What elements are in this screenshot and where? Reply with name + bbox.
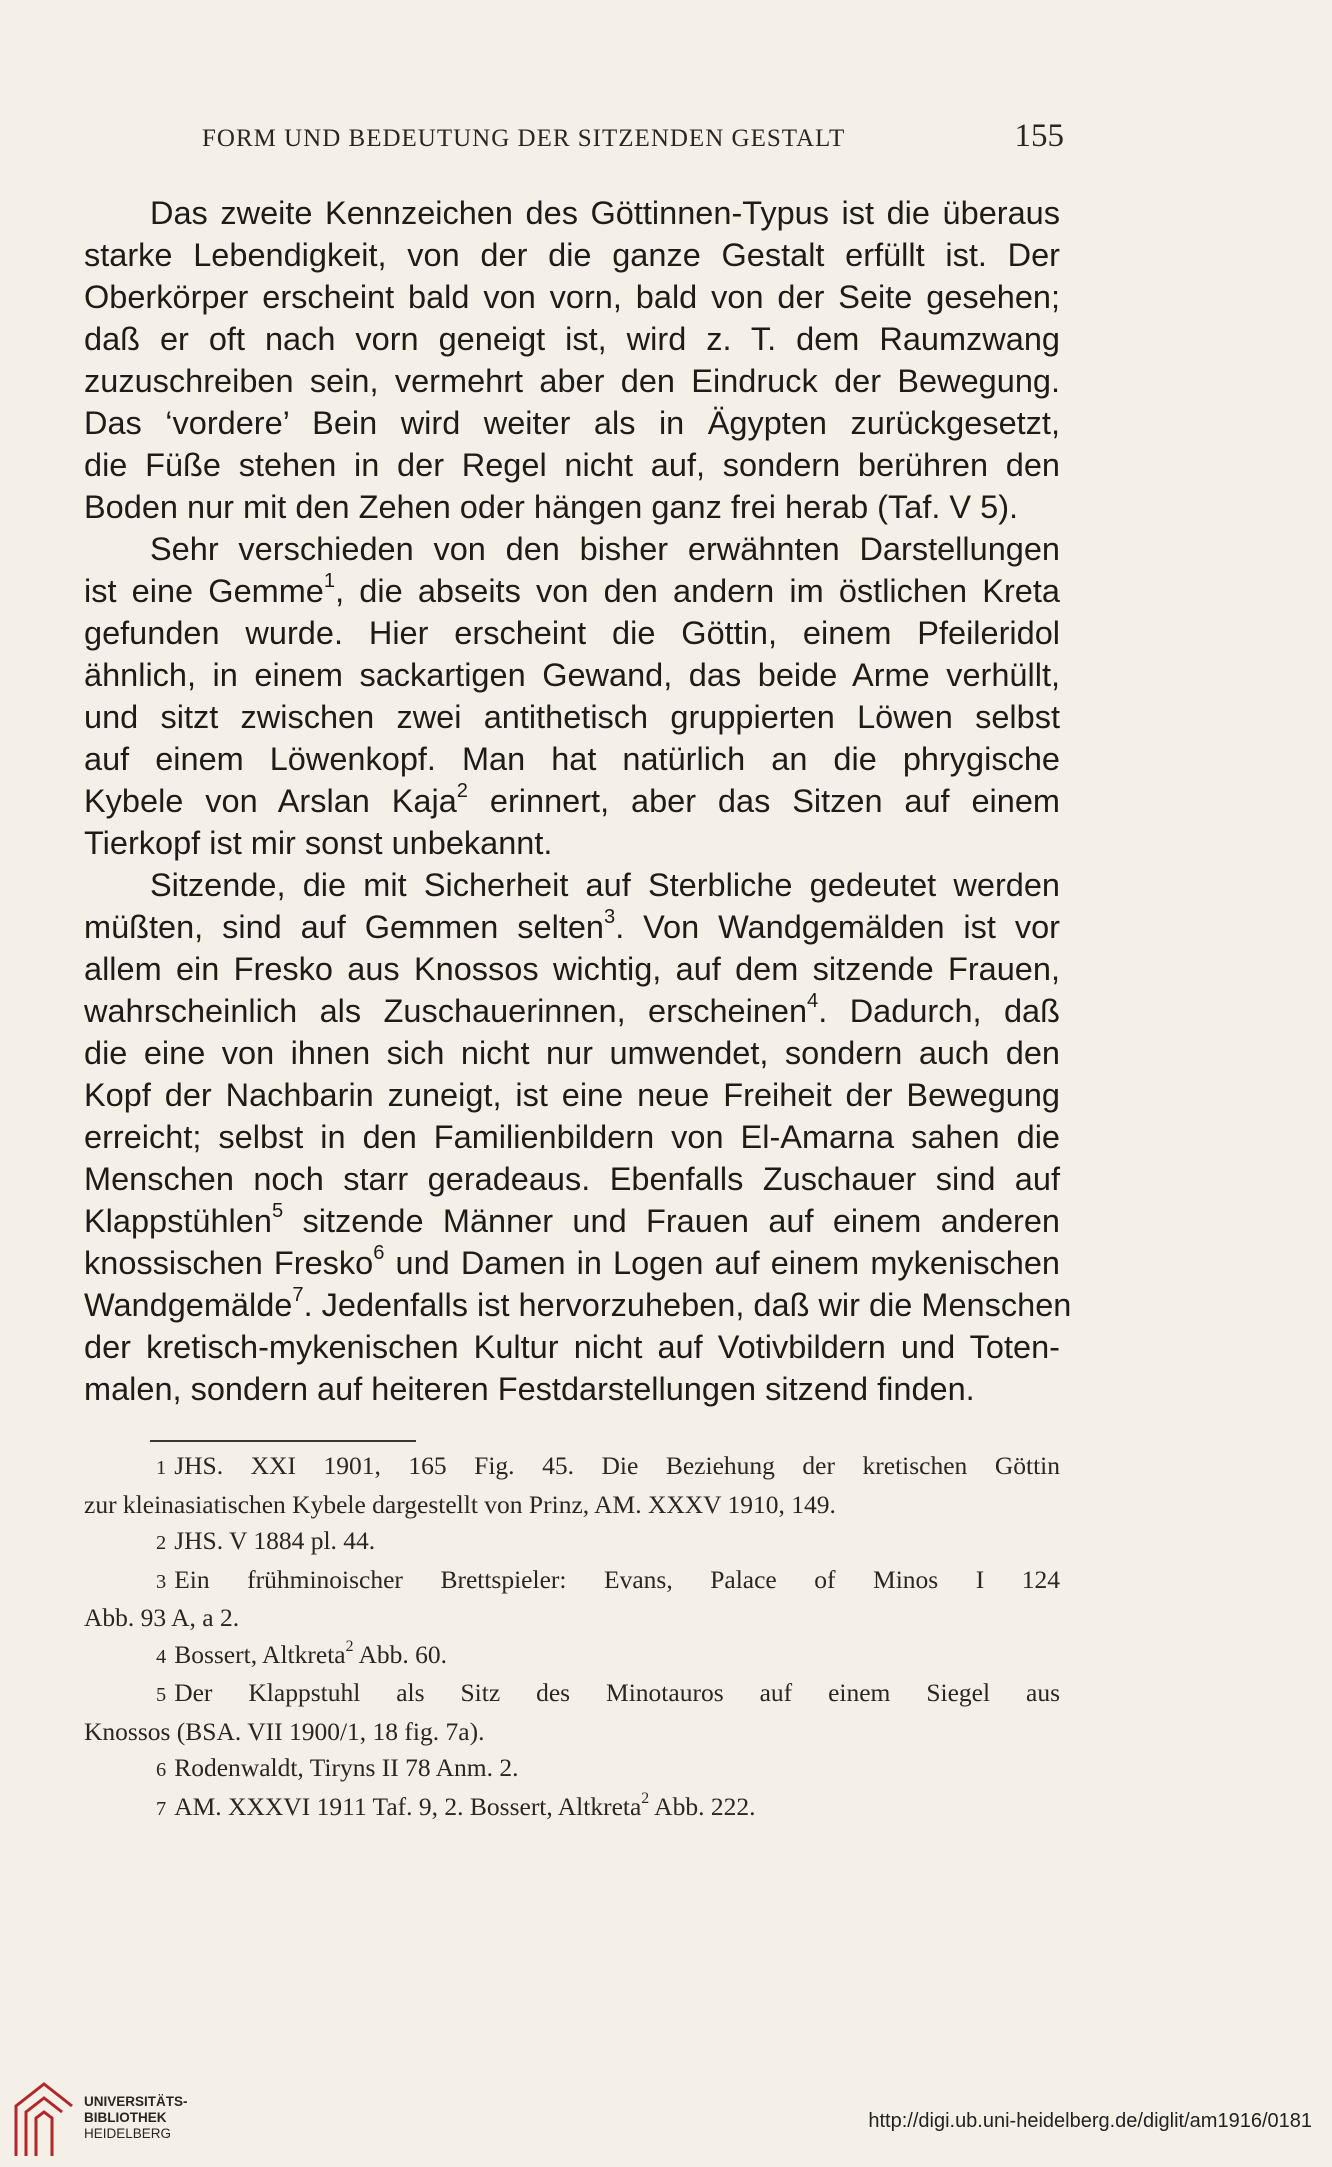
footnote-1: 1 JHS. XXI 1901, 165 Fig. 45. Die Beziehung der kretischen Göttin [156, 1451, 1060, 1480]
body-line: Tierkopf ist mir sonst unbekannt. [84, 825, 553, 861]
running-head [84, 118, 1064, 155]
footnote-1-cont: zur kleinasiatischen Kybele dargestellt von Prinz, AM. XXXV 1910, 149. [84, 1489, 836, 1519]
footnote-3-cont: Abb. 93 A, a 2. [84, 1603, 240, 1632]
body-line: starke Lebendigkeit, von der die ganze Gestalt erfüllt ist. Der [84, 237, 1060, 273]
footnote-5-cont: Knossos (BSA. VII 1900/1, 18 fig. 7a). [84, 1716, 485, 1746]
footnote-2: 2 JHS. V 1884 pl. 44. [156, 1526, 376, 1555]
body-text [84, 192, 1072, 1410]
body-line: Das ‘vordere’ Bein wird weiter als in Ägypten zurückgesetzt, [84, 405, 1060, 441]
footnote-7: 7 AM. XXXVI 1911 Taf. 9, 2. Bossert, Altkreta$^2$ Abb. 222. [156, 1789, 756, 1821]
body-line: ist eine Gemme$^1$, die abseits von den andern im östlichen Kreta [84, 569, 1060, 609]
footnote-4: 4 Bossert, Altkreta$^2$ Abb. 60. [156, 1637, 448, 1669]
body-line: allem ein Fresko aus Knossos wichtig, auf dem sitzende Frauen, [84, 951, 1060, 987]
running-head-title: FORM UND BEDEUTUNG DER SITZENDEN GESTALT [202, 125, 846, 152]
library-name: UNIVERSITÄTS- BIBLIOTHEK HEIDELBERG [84, 2094, 188, 2141]
source-url[interactable]: http://digi.ub.uni-heidelberg.de/diglit/am1916/0181 [868, 2110, 1312, 2132]
body-line: der kretisch-mykenischen Kultur nicht auf Votivbildern und Toten- [84, 1329, 1060, 1365]
footnote-ref: 3 [604, 905, 616, 928]
body-line: ähnlich, in einem sackartigen Gewand, das beide Arme verhüllt, [84, 657, 1060, 693]
body-line: Klappstühlen$^5$ sitzende Männer und Frauen auf einem anderen [84, 1199, 1060, 1239]
body-line: Menschen noch starr geradeaus. Ebenfalls Zuschauer sind auf [84, 1161, 1060, 1197]
body-line: knossischen Fresko$^6$ und Damen in Logen auf einem mykenischen [84, 1241, 1060, 1281]
body-line: Sitzende, die mit Sicherheit auf Sterbliche gedeutet werden [150, 867, 1060, 903]
footnote-ref: 5 [271, 1199, 284, 1222]
body-line: gefunden wurde. Hier erscheint die Göttin, einem Pfeileridol [84, 615, 1060, 651]
body-line: die Füße stehen in der Regel nicht auf, sondern berühren den [84, 447, 1060, 483]
body-line: Oberkörper erscheint bald von vorn, bald von der Seite gesehen; [84, 279, 1060, 315]
body-line: malen, sondern auf heiteren Festdarstellungen sitzend finden. [84, 1371, 975, 1407]
body-line: daß er oft nach vorn geneigt ist, wird z. T. dem Raumzwang [84, 321, 1060, 357]
body-line: auf einem Löwenkopf. Man hat natürlich an die phrygische [84, 741, 1060, 777]
body-line: erreicht; selbst in den Familienbildern von El-Amarna sahen die [84, 1119, 1060, 1155]
body-line: Sehr verschieden von den bisher erwähnten Darstellungen [150, 531, 1060, 567]
footnotes [84, 1448, 1060, 1827]
body-line: Wandgemälde$^7$. Jedenfalls ist hervorzuheben, daß wir die Menschen [84, 1283, 1072, 1323]
body-line: und sitzt zwischen zwei antithetisch gruppierten Löwen selbst [84, 699, 1060, 735]
footnote-ref: 7 [292, 1283, 304, 1306]
footnote-ref: 6 [373, 1241, 385, 1264]
footnote-divider [150, 1440, 416, 1442]
footnote-3: 3 Ein frühminoischer Brettspieler: Evans, Palace of Minos I 124 [156, 1564, 1060, 1594]
footnote-ref: 4 [807, 989, 819, 1012]
footnote-5: 5 Der Klappstuhl als Sitz des Minotauros auf einem Siegel aus [156, 1678, 1060, 1707]
body-line: Kopf der Nachbarin zuneigt, ist eine neue Freiheit der Bewegung [84, 1077, 1060, 1113]
body-line: müßten, sind auf Gemmen selten$^3$. Von Wandgemälden ist vor [84, 905, 1060, 945]
body-line: die eine von ihnen sich nicht nur umwendet, sondern auch den [84, 1035, 1060, 1071]
page-number: 155 [1014, 118, 1064, 154]
body-line: Boden nur mit den Zehen oder hängen ganz frei herab (Taf. V 5). [84, 489, 1019, 525]
footnote-ref: 1 [323, 569, 336, 592]
body-line: wahrscheinlich als Zuschauerinnen, erscheinen$^4$. Dadurch, daß [84, 989, 1060, 1029]
library-logo-icon [10, 2076, 80, 2160]
body-line: Das zweite Kennzeichen des Göttinnen-Typus ist die überaus [150, 195, 1060, 231]
body-line: Kybele von Arslan Kaja$^2$ erinnert, aber das Sitzen auf einem [84, 779, 1060, 819]
footnote-ref: 2 [456, 779, 468, 802]
body-line: zuzuschreiben sein, vermehrt aber den Eindruck der Bewegung. [84, 363, 1060, 399]
footnote-6: 6 Rodenwaldt, Tiryns II 78 Anm. 2. [156, 1753, 519, 1782]
